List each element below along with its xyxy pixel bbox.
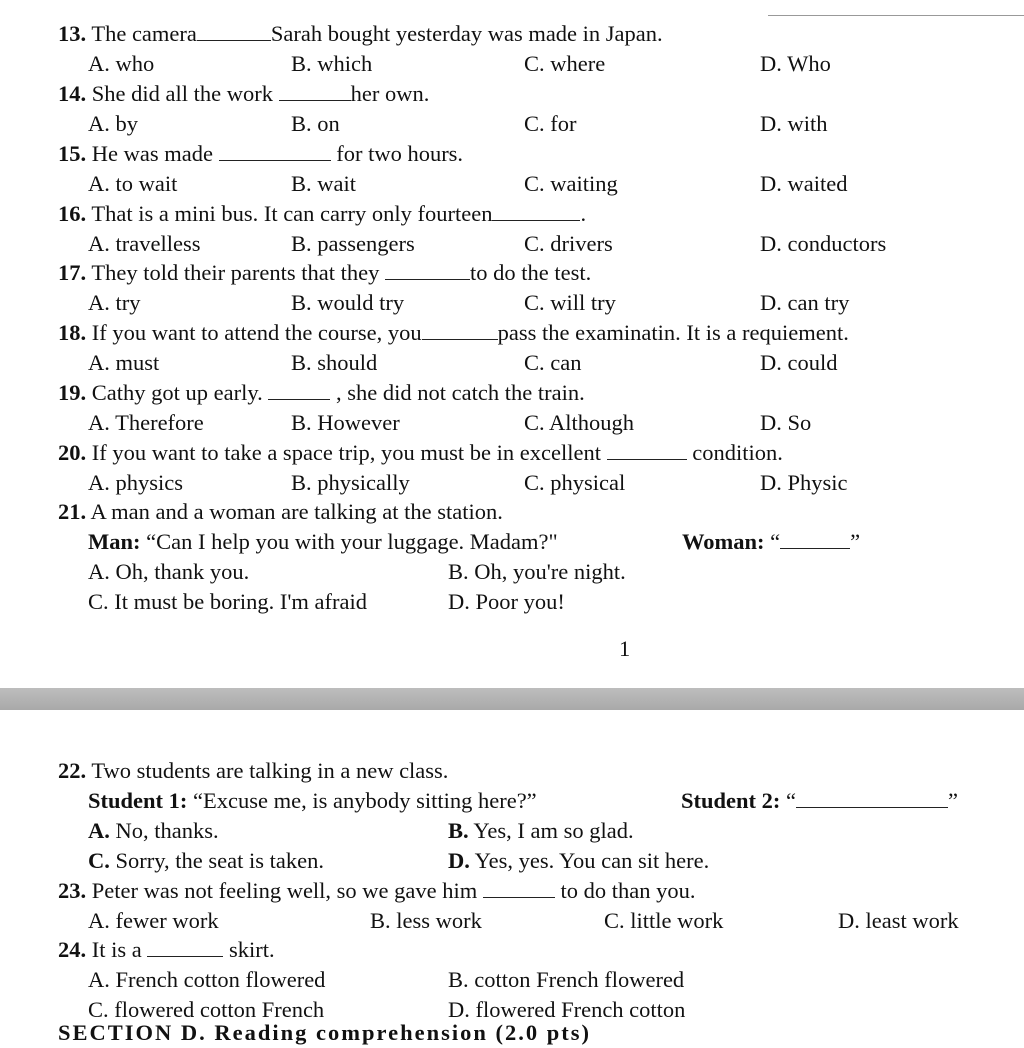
option-b: B. Oh, you're night. bbox=[448, 559, 626, 584]
question-22 bbox=[58, 756, 448, 786]
page-number: 1 bbox=[619, 636, 631, 661]
option-a: A. Therefore bbox=[88, 410, 204, 435]
option-b: B. which bbox=[291, 51, 373, 76]
option-c: C. drivers bbox=[524, 231, 613, 256]
speaker-label: Student 2: bbox=[681, 788, 781, 813]
option-a: A. physics bbox=[88, 470, 183, 495]
question-number: 19. bbox=[58, 380, 87, 405]
section-heading-cutoff: SECTION D. Reading comprehension (2.0 pts) bbox=[58, 1020, 592, 1045]
option-d: D. Physic bbox=[760, 470, 848, 495]
option-a: A. try bbox=[88, 290, 141, 315]
answer-blank bbox=[492, 200, 580, 221]
question-18 bbox=[58, 318, 849, 348]
question-text: , she did not catch the train. bbox=[330, 380, 585, 405]
question-14 bbox=[58, 79, 429, 109]
answer-blank bbox=[385, 259, 470, 280]
question-13 bbox=[58, 19, 663, 49]
answer-blank bbox=[219, 140, 331, 161]
question-text: If you want to attend the course, you bbox=[91, 320, 422, 345]
page-separator bbox=[0, 688, 1024, 710]
question-number: 17. bbox=[58, 260, 87, 285]
answer-blank bbox=[197, 20, 271, 41]
open-quote: “ bbox=[764, 529, 781, 554]
option-d bbox=[448, 846, 709, 876]
option-c: C. It must be boring. I'm afraid bbox=[88, 589, 367, 614]
close-quote: ” bbox=[948, 788, 959, 813]
answer-blank bbox=[279, 80, 351, 101]
option-d: D. flowered French cotton bbox=[448, 997, 686, 1022]
question-number: 15. bbox=[58, 141, 87, 166]
question-text: She did all the work bbox=[91, 81, 279, 106]
question-text: The camera bbox=[91, 21, 197, 46]
speaker-text: “Excuse me, is anybody sitting here?” bbox=[187, 788, 537, 813]
option-c bbox=[88, 846, 324, 876]
option-c: C. physical bbox=[524, 470, 626, 495]
option-a: A. travelless bbox=[88, 231, 201, 256]
question-text: for two hours. bbox=[330, 141, 464, 166]
option-c: C. little work bbox=[604, 908, 724, 933]
option-d: D. can try bbox=[760, 290, 850, 315]
option-letter: C. bbox=[88, 848, 110, 873]
answer-blank bbox=[780, 528, 850, 549]
option-b: B. physically bbox=[291, 470, 410, 495]
dialogue-woman bbox=[682, 527, 860, 557]
option-a: A. by bbox=[88, 111, 138, 136]
option-b: B. wait bbox=[291, 171, 356, 196]
question-23 bbox=[58, 876, 696, 906]
question-text: . bbox=[580, 201, 587, 226]
option-a: A. fewer work bbox=[88, 908, 219, 933]
question-15 bbox=[58, 139, 463, 169]
option-d: D. Poor you! bbox=[448, 589, 565, 614]
question-text: pass the examinatin. It is a requiement. bbox=[497, 320, 849, 345]
top-rule bbox=[768, 15, 1024, 16]
option-c: C. waiting bbox=[524, 171, 618, 196]
option-d: D. least work bbox=[838, 908, 959, 933]
question-text: Cathy got up early. bbox=[91, 380, 269, 405]
question-number: 22. bbox=[58, 758, 87, 783]
answer-blank bbox=[607, 439, 687, 460]
question-text: If you want to take a space trip, you must be in excellent bbox=[91, 440, 607, 465]
question-text: He was made bbox=[91, 141, 219, 166]
question-text: A man and a woman are talking at the station. bbox=[90, 499, 503, 524]
option-text: Yes, I am so glad. bbox=[468, 818, 634, 843]
question-20 bbox=[58, 438, 783, 468]
question-text: Peter was not feeling well, so we gave him bbox=[91, 878, 483, 903]
dialogue-man bbox=[88, 527, 558, 557]
option-b: B. cotton French flowered bbox=[448, 967, 685, 992]
question-text: her own. bbox=[350, 81, 430, 106]
option-letter: B. bbox=[448, 818, 469, 843]
question-text: Sarah bought yesterday was made in Japan. bbox=[270, 21, 663, 46]
speaker-label: Man: bbox=[88, 529, 141, 554]
close-quote: ” bbox=[850, 529, 861, 554]
option-a: A. Oh, thank you. bbox=[88, 559, 250, 584]
question-24 bbox=[58, 935, 275, 965]
answer-blank bbox=[268, 379, 330, 400]
option-b: B. on bbox=[291, 111, 340, 136]
option-d: D. So bbox=[760, 410, 812, 435]
answer-blank bbox=[483, 877, 555, 898]
option-text: Yes, yes. You can sit here. bbox=[469, 848, 710, 873]
option-a: A. French cotton flowered bbox=[88, 967, 326, 992]
question-text: They told their parents that they bbox=[91, 260, 386, 285]
option-d: D. with bbox=[760, 111, 828, 136]
question-text: That is a mini bus. It can carry only fourteen bbox=[91, 201, 493, 226]
question-number: 13. bbox=[58, 21, 87, 46]
dialogue-student-1 bbox=[88, 786, 537, 816]
option-c: C. will try bbox=[524, 290, 616, 315]
option-letter: D. bbox=[448, 848, 470, 873]
question-number: 20. bbox=[58, 440, 87, 465]
option-a: A. must bbox=[88, 350, 160, 375]
speaker-label: Student 1: bbox=[88, 788, 188, 813]
option-b: B. should bbox=[291, 350, 378, 375]
open-quote: “ bbox=[780, 788, 797, 813]
option-a: A. who bbox=[88, 51, 155, 76]
option-c: C. can bbox=[524, 350, 582, 375]
question-number: 21. bbox=[58, 499, 87, 524]
option-c: C. flowered cotton French bbox=[88, 997, 325, 1022]
answer-blank bbox=[147, 936, 223, 957]
question-number: 16. bbox=[58, 201, 87, 226]
option-c: C. for bbox=[524, 111, 577, 136]
option-d: D. Who bbox=[760, 51, 831, 76]
question-number: 24. bbox=[58, 937, 87, 962]
question-text: It is a bbox=[91, 937, 148, 962]
option-a: A. to wait bbox=[88, 171, 178, 196]
option-c: C. where bbox=[524, 51, 606, 76]
option-d: D. waited bbox=[760, 171, 848, 196]
dialogue-student-2 bbox=[681, 786, 958, 816]
option-text: No, thanks. bbox=[109, 818, 219, 843]
answer-blank bbox=[796, 787, 948, 808]
option-b: B. less work bbox=[370, 908, 482, 933]
question-19 bbox=[58, 378, 585, 408]
option-c: C. Although bbox=[524, 410, 635, 435]
option-text: Sorry, the seat is taken. bbox=[109, 848, 324, 873]
option-letter: A. bbox=[88, 818, 110, 843]
question-text: skirt. bbox=[223, 937, 275, 962]
option-d: D. could bbox=[760, 350, 838, 375]
question-number: 14. bbox=[58, 81, 87, 106]
option-b: B. passengers bbox=[291, 231, 415, 256]
option-a bbox=[88, 816, 219, 846]
question-text: condition. bbox=[686, 440, 783, 465]
question-number: 23. bbox=[58, 878, 87, 903]
question-text: to do the test. bbox=[470, 260, 592, 285]
question-text: to do than you. bbox=[554, 878, 696, 903]
question-17 bbox=[58, 258, 591, 288]
question-text: Two students are talking in a new class. bbox=[91, 758, 449, 783]
answer-blank bbox=[422, 319, 498, 340]
option-b: B. However bbox=[291, 410, 400, 435]
speaker-text: “Can I help you with your luggage. Madam?" bbox=[146, 529, 558, 554]
option-d: D. conductors bbox=[760, 231, 887, 256]
option-b: B. would try bbox=[291, 290, 405, 315]
question-21 bbox=[58, 497, 503, 527]
question-16 bbox=[58, 199, 586, 229]
question-number: 18. bbox=[58, 320, 87, 345]
option-b bbox=[448, 816, 634, 846]
speaker-label: Woman: bbox=[682, 529, 765, 554]
